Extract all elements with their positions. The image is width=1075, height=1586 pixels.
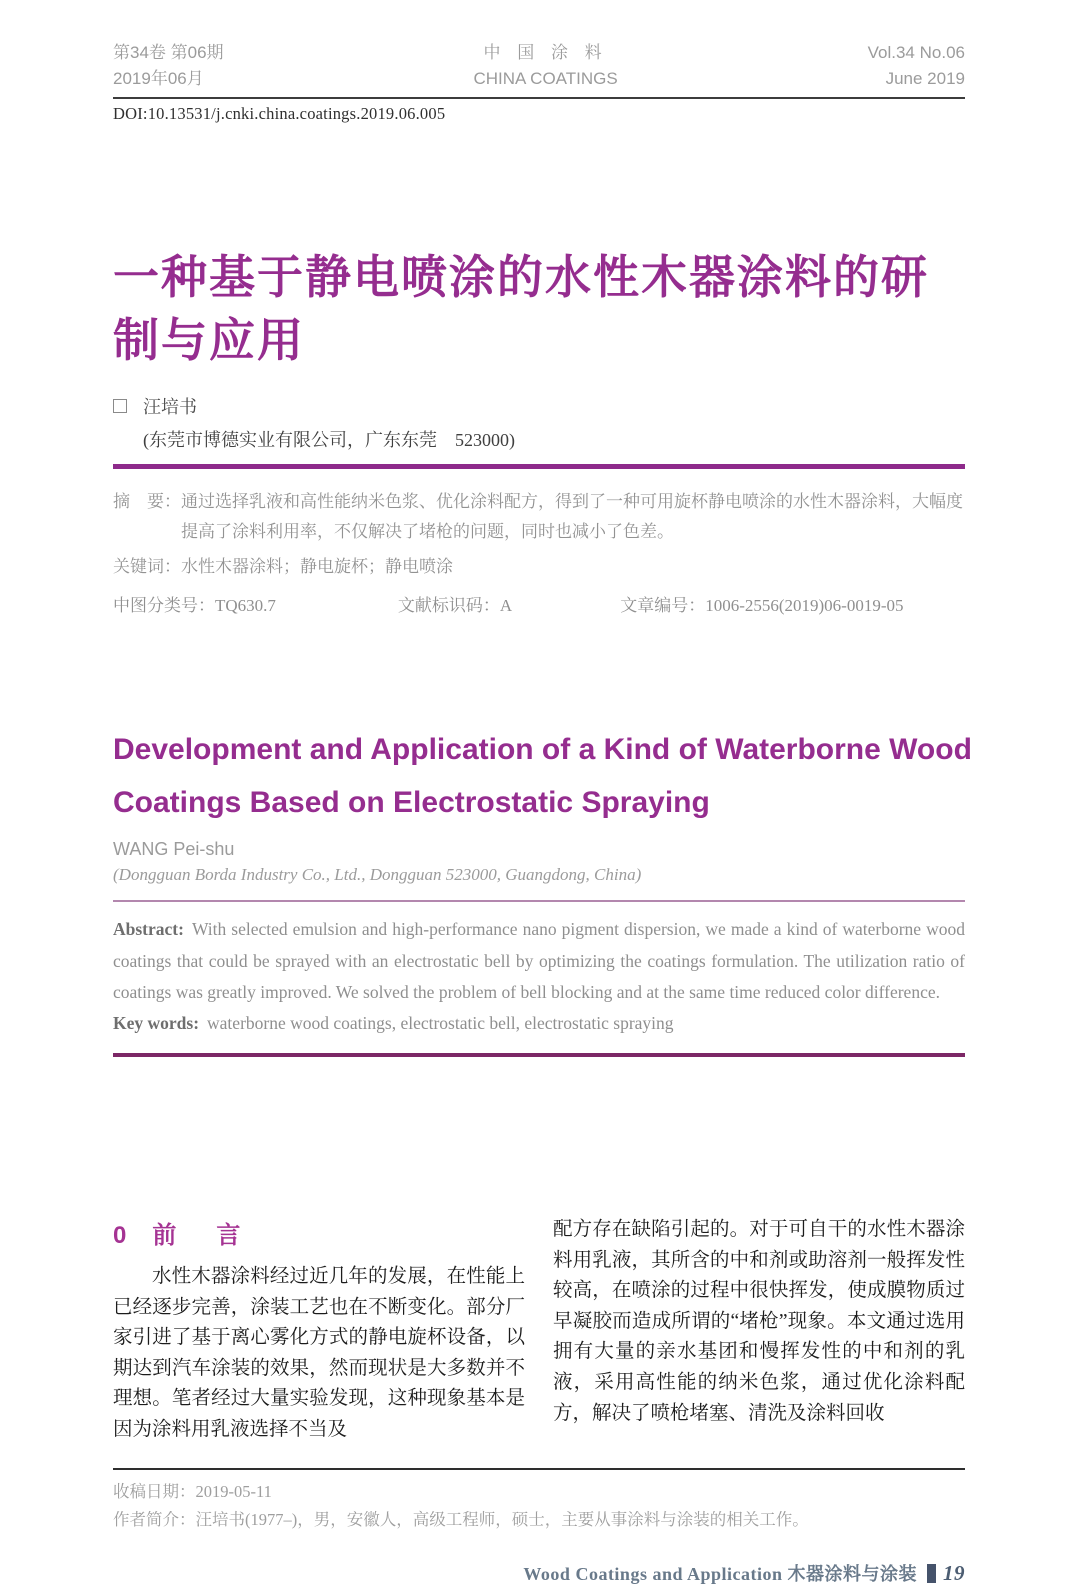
section-number: 0	[113, 1222, 127, 1249]
body-column-left	[113, 1215, 525, 1446]
section-title: 前 言	[152, 1222, 249, 1249]
purple-divider-top	[113, 464, 965, 469]
keywords-en-label: Key words:	[113, 1012, 200, 1033]
section-heading	[113, 1215, 525, 1250]
author-name-cn: 汪培书	[143, 396, 197, 417]
header-center	[473, 40, 617, 91]
keywords-cn-text: 水性木器涂料；静电旋杯；静电喷涂	[181, 557, 453, 577]
volume-issue-en: Vol.34 No.06	[867, 43, 965, 62]
classification-row	[113, 591, 965, 616]
thin-divider	[113, 900, 965, 902]
page-marker-bar-icon	[927, 1564, 936, 1583]
keywords-en-text: waterborne wood coatings, electrostatic bell, electrostatic spraying	[207, 1012, 674, 1033]
journal-name-en: CHINA COATINGS	[473, 68, 618, 88]
body-column-right	[553, 1215, 965, 1446]
date-cn: 2019年06月	[113, 68, 204, 88]
volume-issue-cn: 第34卷 第06期	[113, 43, 224, 62]
header-left	[113, 40, 224, 91]
received-date: 收稿日期：2019-05-11	[113, 1481, 272, 1501]
purple-divider-bottom	[113, 1053, 965, 1057]
author-bio: 作者简介：汪培书(1977–)，男，安徽人，高级工程师，硕士，主要从事涂料与涂装的相关工作。	[113, 1509, 809, 1529]
keywords-en	[113, 1008, 965, 1039]
affiliation-cn: (东莞市博德实业有限公司，广东东莞 523000)	[143, 429, 515, 450]
abstract-en-label: Abstract:	[113, 919, 184, 940]
abstract-cn-text: 通过选择乳液和高性能纳米色浆、优化涂料配方，得到了一种可用旋杯静电喷涂的水性木器涂料，大幅度提高了涂料利用率，不仅解决了堵枪的问题，同时也减小了色差。	[181, 491, 963, 541]
doi: DOI:10.13531/j.cnki.china.coatings.2019.06.005	[113, 104, 446, 123]
journal-header	[113, 40, 965, 91]
abstract-en	[113, 914, 965, 1007]
journal-name-cn: 中 国 涂 料	[483, 43, 608, 62]
keywords-cn-label: 关键词：	[113, 557, 181, 577]
footer-label: Wood Coatings and Application 木器涂料与涂装	[523, 1563, 917, 1584]
keywords-cn	[113, 552, 965, 577]
abstract-cn-label: 摘 要：	[113, 491, 181, 511]
body-paragraph-left: 水性木器涂料经过近几年的发展，在性能上已经逐步完善，涂装工艺也在不断变化。部分厂家引进了基于离心雾化方式的静电旋杯设备，以期达到汽车涂装的效果，然而现状是大多数并不理想。笔者经过大量实验发现，这种现象基本是因为涂料用乳液选择不当及	[113, 1266, 525, 1441]
article-number: 文章编号：1006-2556(2019)06-0019-05	[620, 596, 904, 616]
header-divider	[113, 97, 965, 99]
footnote-block	[113, 1478, 965, 1534]
page-number: 19	[943, 1560, 965, 1585]
article-title-en: Development and Application of a Kind of Waterborne Wood Coatings Based on Electrostatic Spraying	[113, 733, 972, 819]
abstract-cn	[113, 487, 965, 547]
date-en: June 2019	[885, 68, 965, 88]
document-code: 文献标识码：A	[397, 596, 513, 616]
author-row-cn	[113, 393, 965, 419]
article-title-cn: 一种基于静电喷涂的水性木器涂料的研制与应用	[113, 251, 929, 367]
header-right	[868, 40, 965, 91]
author-checkbox-icon	[113, 399, 127, 413]
affiliation-en: (Dongguan Borda Industry Co., Ltd., Dongguan 523000, Guangdong, China)	[113, 865, 642, 885]
abstract-en-text: With selected emulsion and high-performance nano pigment dispersion, we made a kind of waterborne wood coatings that could be sprayed with an electrostatic bell by optimizing the coatings formulation. The utilization ratio of coatings was greatly improved. We solved the problem of bell blocking and at the same time reduced color difference.	[113, 919, 965, 1002]
page-footer	[113, 1560, 965, 1586]
author-name-en: WANG Pei-shu	[113, 839, 235, 860]
clc-number: 中图分类号：TQ630.7	[113, 596, 276, 616]
footnote-divider	[113, 1468, 965, 1470]
body-paragraph-right: 配方存在缺陷引起的。对于可自干的水性木器涂料用乳液，其所含的中和剂或助溶剂一般挥发性较高，在喷涂的过程中很快挥发，使成膜物质过早凝胶而造成所谓的“堵枪”现象。本文通过选用拥有大量的亲水基团和慢挥发性的中和剂的乳液，采用高性能的纳米色浆，通过优化涂料配方，解决了喷枪堵塞、清洗及涂料回收	[553, 1219, 965, 1424]
body-columns	[113, 1215, 965, 1446]
